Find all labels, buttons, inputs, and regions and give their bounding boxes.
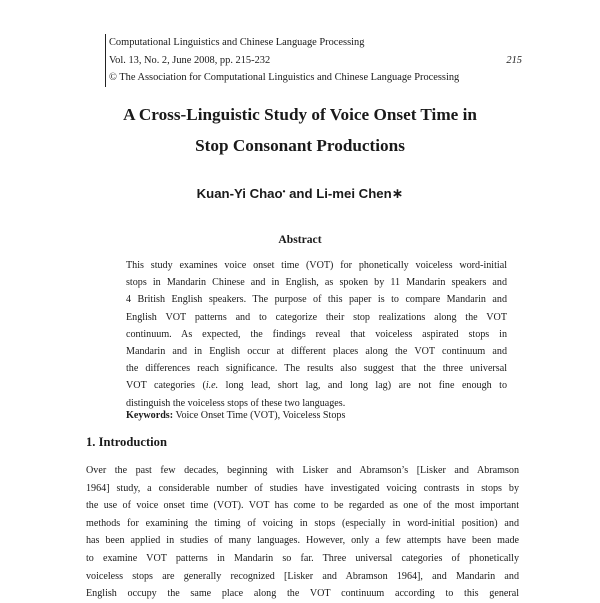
keywords-label: Keywords:	[126, 410, 174, 421]
intro-line: the use of voice onset time (VOT). VOT has come to be regarded as one of the most important	[86, 500, 519, 512]
page-number: 215	[506, 54, 522, 66]
intro-line: has been applied in studies of many languages. However, only a few attempts have been made	[86, 535, 519, 547]
journal-name: Computational Linguistics and Chinese Language Processing	[109, 37, 365, 48]
abstract-line: the differences reach significance. The results also suggest that the three universal	[126, 363, 507, 375]
paper-title-line-1: A Cross-Linguistic Study of Voice Onset Time in	[123, 105, 477, 124]
intro-line: voiceless stops are generally recognized [Lisker and Abramson 1964], and Mandarin and	[86, 570, 519, 582]
keywords-text: Voice Onset Time (VOT), Voiceless Stops	[175, 410, 346, 421]
intro-line: methods for examining the timing of voicing in stops (especially in word-initial position) and	[86, 517, 519, 529]
affiliation-mark: ∗	[391, 185, 404, 201]
intro-line: English occupy the same place along the VOT continuum according to this general	[86, 588, 519, 600]
abstract-text: VOT categories (	[126, 380, 206, 392]
abstract-line: Mandarin and in English occur at different places along the VOT continuum and	[126, 345, 507, 357]
volume-row	[109, 52, 524, 70]
intro-line: Over the past few decades, beginning with Lisker and Abramson’s [Lisker and Abramson	[86, 465, 519, 476]
intro-line: to examine VOT patterns in Mandarin so far. Three universal categories of phonetically	[86, 552, 519, 564]
author-name: Kuan-Yi Chao	[196, 186, 283, 201]
journal-header	[105, 34, 524, 87]
author-list	[40, 185, 560, 202]
paper-title-line-2: Stop Consonant Productions	[195, 136, 405, 155]
abstract-line: This study examines voice onset time (VOT) for phonetically voiceless word-initial	[126, 260, 507, 271]
abstract-line: stops in Mandarin Chinese and in English, as spoken by 11 Mandarin speakers and	[126, 277, 507, 289]
abstract-line: English VOT patterns and to categorize their stop realizations along the VOT	[126, 311, 507, 323]
section-heading: 1. Introduction	[86, 435, 167, 449]
abstract-heading: Abstract	[278, 233, 322, 246]
keywords	[126, 410, 345, 421]
volume-info: Vol. 13, No. 2, June 2008, pp. 215-232	[109, 54, 271, 66]
author-name: Li-mei Chen	[316, 186, 392, 201]
abstract-line: continuum. As expected, the findings reveal that voiceless aspirated stops in	[126, 328, 507, 340]
journal-name-row	[109, 34, 524, 52]
introduction-body	[86, 462, 519, 603]
copyright-row	[109, 69, 524, 87]
abstract-text: long lead, short lag, and long lag) are not fine enough to	[218, 380, 507, 392]
affiliation-mark: •	[282, 187, 286, 196]
abstract-italic-text: i.e.	[205, 380, 219, 392]
abstract-line	[126, 377, 507, 394]
abstract-body	[126, 257, 507, 412]
intro-line: 1964] study, a considerable number of studies have investigated voicing contrasts in stops by	[86, 482, 519, 494]
abstract-line: distinguish the voiceless stops of these two languages.	[126, 397, 346, 409]
copyright-notice: © The Association for Computational Linguistics and Chinese Language Processing	[109, 72, 460, 83]
abstract-line: 4 British English speakers. The purpose of this paper is to compare Mandarin and	[126, 294, 507, 306]
author-connector: and	[289, 186, 313, 201]
